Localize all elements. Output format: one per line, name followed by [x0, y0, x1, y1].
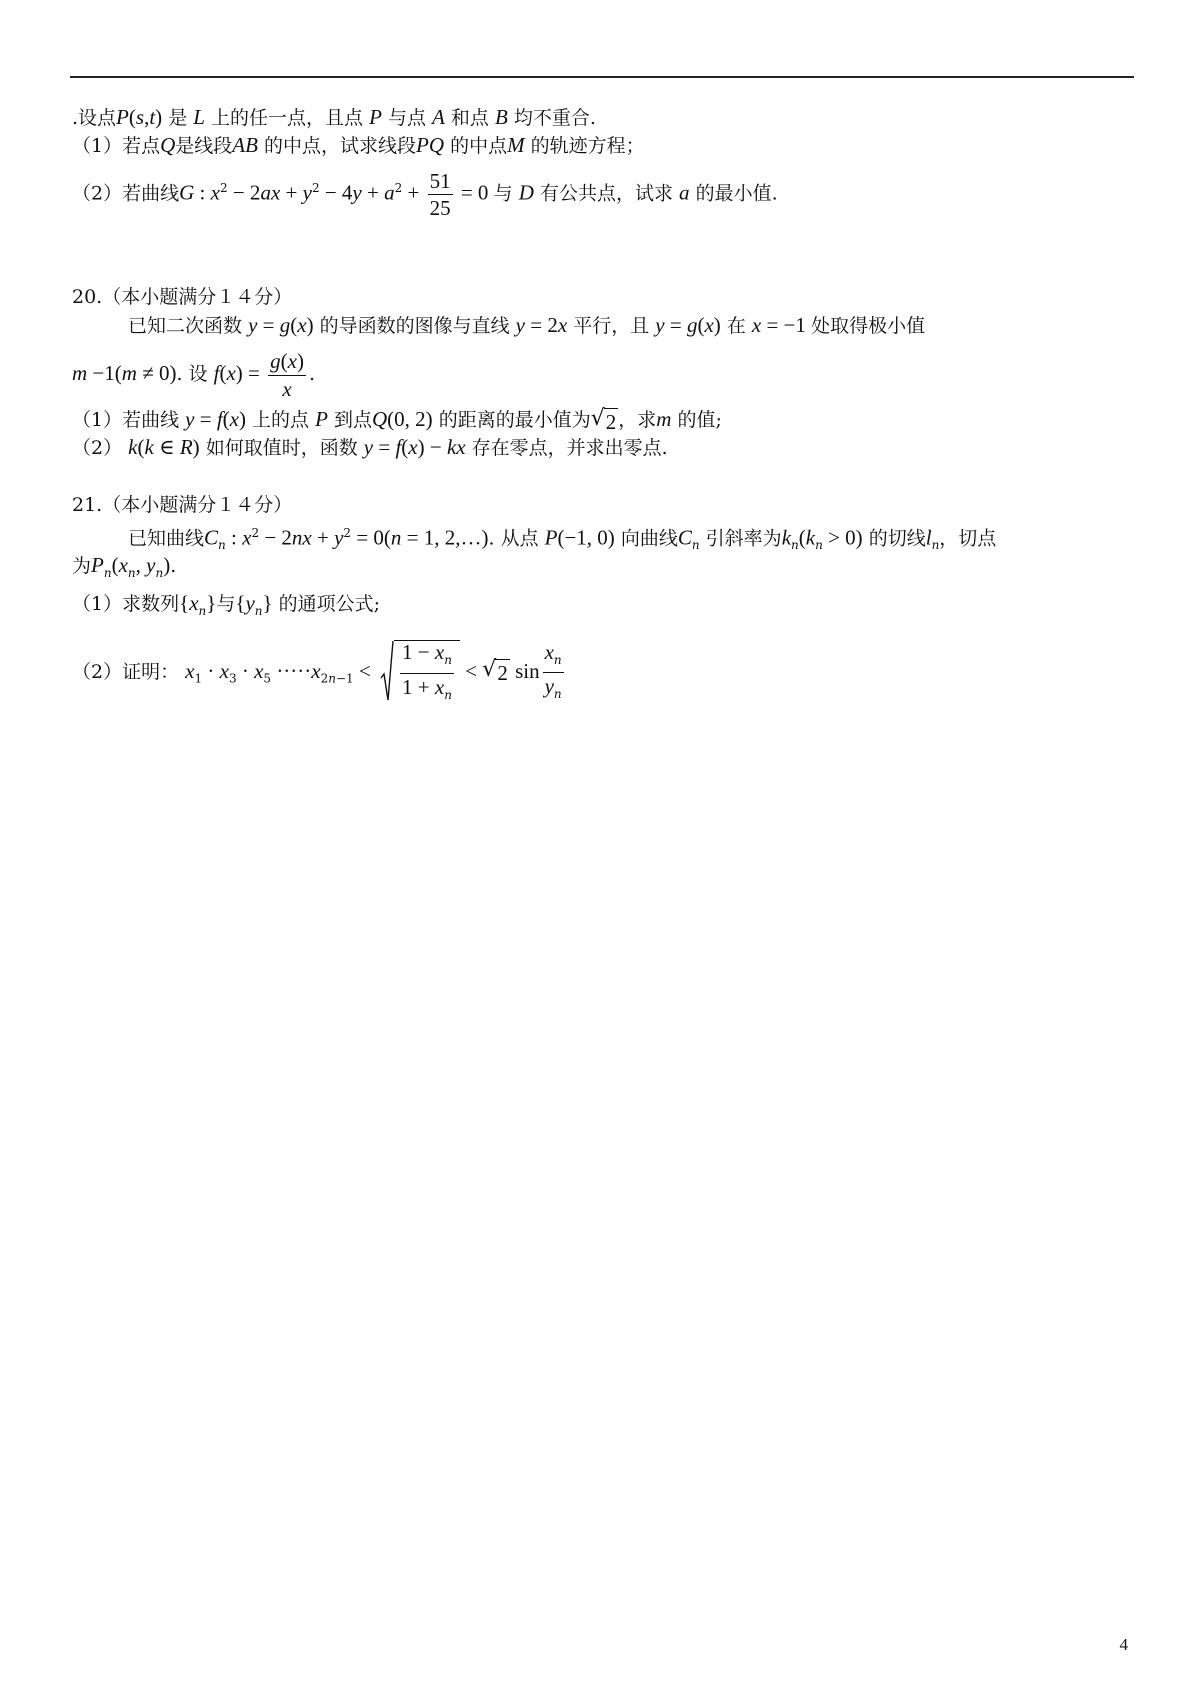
- q20-line1: 已知二次函数 y = g(x) 的导函数的图像与直线 y = 2x 平行，且 y = g(x) 在 x = −1 处取得极小值: [128, 313, 926, 337]
- q21-part2: （2）证明： $x_1 \cdot x_3 \cdot x_5 \cdot\cdot\cdot\cdot\cdot x_{2n-1}$ < $\frac{1 - x_n}{1 + x_n}$ < √ 2 sin $\frac{x_n}{y_n}$: [72, 640, 567, 706]
- fraction-xn-yn: $\frac{x_n}{y_n}$: [544, 639, 562, 702]
- sqrt-fraction: $\frac{1 - x_n}{1 + x_n}$: [380, 640, 460, 706]
- q19-continuation-line: .设点P(s,t) 是 L 上的任一点，且点 P 与点 A 和点 B 均不重合.: [72, 105, 596, 129]
- header-rule: [70, 76, 1134, 78]
- page-number: 4: [1119, 1635, 1128, 1654]
- q20-part2: （2） k(k ∈ R) 如何取值时，函数 y = f(x) − kx 存在零点，并求出零点.: [72, 435, 668, 459]
- q21-part1: （1）求数列$\{x_n\}$与$\{y_n\}$ 的通项公式;: [72, 591, 381, 618]
- q21-header: 21.（本小题满分１４分）: [72, 494, 293, 516]
- q19-part1: （1）若点Q是线段AB 的中点，试求线段PQ 的中点M 的轨迹方程；: [72, 133, 645, 157]
- q21-line1: 已知曲线$C_n$ : $x^2 - 2nx + y^2 = 0(n = 1$, 2,…). 从点 P(−1, 0) 向曲线$C_n$ 引斜率为$k_n(k_n > 0)$ 的切线$l_n$，切点: [128, 525, 997, 553]
- q20-line2: m −1(m ≠ 0). 设 f(x) = $\frac{g(x)}{x}$ .: [72, 349, 315, 401]
- sqrt-2: √ 2: [590, 405, 617, 434]
- fraction-51-25: $\frac{51}{25}$: [429, 169, 451, 220]
- q20-part1: （1）若曲线 y = f(x) 上的点 P 到点Q(0, 2) 的距离的最小值为 √ 2 ，求m 的值;: [72, 405, 722, 434]
- sqrt-2-b: √ 2: [482, 657, 508, 686]
- fraction-gx-over-x: $\frac{g(x)}{x}$: [270, 349, 304, 401]
- q20-header: 20.（本小题满分１４分）: [72, 286, 293, 308]
- q19-part2: （2）若曲线G : $x^2 - 2ax + y^2 - 4y + a^2$ + $\frac{51}{25}$ = 0 与 D 有公共点，试求 a 的最小值.: [72, 169, 778, 220]
- q21-line2: 为$P_n(x_n$, $y_n$).: [72, 553, 177, 580]
